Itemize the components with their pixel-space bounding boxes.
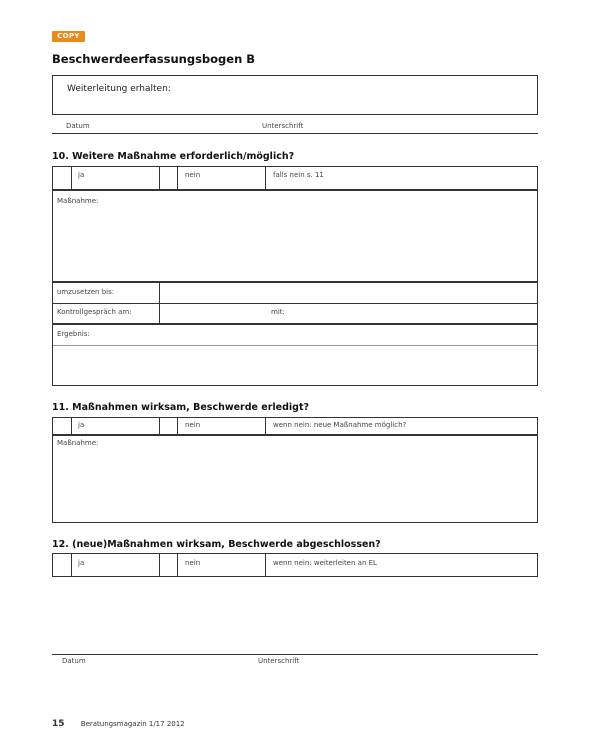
section-10-result-box[interactable]: [52, 324, 538, 386]
section-12-no-checkbox[interactable]: [159, 554, 177, 576]
section-10-options-row: [52, 166, 538, 190]
forwarding-box: [52, 75, 538, 115]
section-10-title: 10. Weitere Maßnahme erforderlich/möglich?: [52, 151, 295, 162]
forwarding-signature-line: [52, 133, 538, 134]
section-10-followup-label: Kontrollgespräch am:: [57, 308, 132, 316]
forwarding-signature-label: Unterschrift: [262, 122, 304, 130]
section-11-options-row: [52, 417, 538, 435]
section-11-no-label: nein: [185, 421, 201, 429]
section-10-implement-by-label: umzusetzen bis:: [57, 288, 115, 296]
forwarding-date-label: Datum: [66, 122, 90, 130]
section-10-yes-checkbox[interactable]: [52, 167, 70, 189]
forwarding-heading: Weiterleitung erhalten:: [67, 84, 171, 94]
section-10-measure-label: Maßnahme:: [57, 197, 99, 205]
section-10-followup-field[interactable]: [159, 303, 537, 323]
section-10-yes-label: ja: [78, 171, 85, 179]
section-10-with-label: mit:: [271, 308, 285, 316]
section-10-result-label: Ergebnis:: [57, 330, 90, 338]
closing-date-label: Datum: [62, 657, 86, 665]
section-12-yes-label: ja: [78, 559, 85, 567]
page-number: 15: [52, 719, 65, 729]
section-11-yes-checkbox[interactable]: [52, 418, 70, 434]
section-12-options-row: [52, 553, 538, 577]
section-11-title: 11. Maßnahmen wirksam, Beschwerde erledigt?: [52, 402, 310, 413]
section-10-no-note: falls nein s. 11: [273, 171, 324, 179]
section-12-no-label: nein: [185, 559, 201, 567]
form-title: Beschwerdeerfassungsbogen B: [52, 52, 256, 66]
section-10-measure-box[interactable]: [52, 190, 538, 282]
section-11-yes-label: ja: [78, 421, 85, 429]
section-11-no-note: wenn nein: neue Maßnahme möglich?: [273, 421, 407, 429]
section-11-measure-box[interactable]: [52, 435, 538, 523]
page-footer: [52, 719, 185, 729]
section-11-measure-label: Maßnahme:: [57, 439, 99, 447]
section-10-implement-by-field[interactable]: [159, 283, 537, 302]
closing-signature-label: Unterschrift: [258, 657, 300, 665]
closing-signature-line: [52, 654, 538, 655]
section-10-no-label: nein: [185, 171, 201, 179]
section-10-no-checkbox[interactable]: [159, 167, 177, 189]
section-12-title: 12. (neue)Maßnahmen wirksam, Beschwerde abgeschlossen?: [52, 539, 381, 550]
footer-publication: Beratungsmagazin 1/17 2012: [80, 720, 185, 728]
copy-badge: COPY: [52, 31, 85, 42]
section-12-no-note: wenn nein: weiterleiten an EL: [273, 559, 377, 567]
section-12-yes-checkbox[interactable]: [52, 554, 70, 576]
section-11-no-checkbox[interactable]: [159, 418, 177, 434]
